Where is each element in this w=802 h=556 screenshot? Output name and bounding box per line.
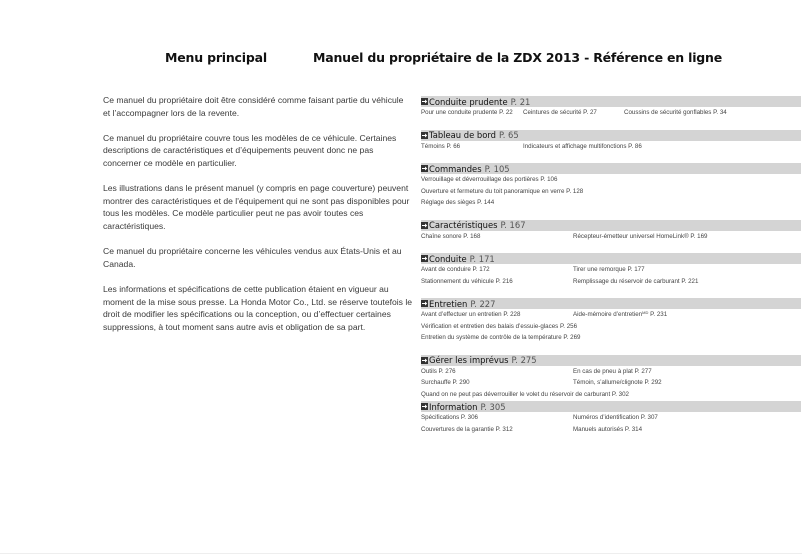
arrow-right-box-icon — [421, 165, 428, 172]
toc-row — [421, 310, 801, 322]
toc-section — [421, 130, 801, 164]
section-page-ref: P. 305 — [480, 401, 506, 412]
intro-text — [103, 94, 413, 346]
toc-subitem-link[interactable]: Avant d’effectuer un entretien P. 228 — [421, 311, 521, 318]
toc-section-link[interactable] — [421, 355, 801, 366]
toc-subitem-link[interactable]: Chaîne sonore P. 168 — [421, 232, 481, 240]
toc-subitem-link[interactable]: Stationnement du véhicule P. 216 — [421, 277, 513, 285]
toc-row — [421, 198, 801, 210]
section-title: Conduite — [429, 253, 467, 264]
section-spacer — [421, 153, 801, 163]
toc-row — [421, 142, 801, 154]
intro-paragraph: Les illustrations dans le présent manuel (y compris en page couverture) peuvent montrer des caractéristiques et de l'équipement qui ne sont pas disponibles pour tous les modèles. Ce modèle particulier peut ne pas avoir toutes ces caractéristiques. — [103, 183, 410, 231]
toc-row — [421, 425, 801, 437]
toc-subitem-link[interactable]: Coussins de sécurité gonflables P. 34 — [624, 109, 727, 116]
arrow-right-box-icon — [421, 222, 428, 229]
arrow-right-box-icon — [421, 98, 428, 105]
toc-subitems — [421, 231, 801, 244]
section-title: Entretien — [429, 298, 468, 309]
section-title: Information — [429, 401, 478, 412]
section-spacer — [421, 243, 801, 253]
toc-subitem-link[interactable]: Témoin, s’allume/clignote P. 292 — [573, 379, 662, 386]
toc-subitem-link[interactable]: Ouverture et fermeture du toit panoramique en verre P. 128 — [421, 187, 584, 195]
toc-row — [421, 187, 801, 199]
section-title: Conduite prudente — [429, 96, 508, 107]
toc-subitem-link[interactable]: Ceintures de sécurité P. 27 — [523, 109, 597, 116]
intro-paragraph: Ce manuel du propriétaire concerne les véhicules vendus aux États-Unis et au Canada. — [103, 246, 402, 269]
toc-subitems — [421, 141, 801, 154]
arrow-right-box-icon — [421, 255, 428, 262]
toc-section — [421, 163, 801, 220]
toc-subitems — [421, 174, 801, 210]
toc-subitem-link[interactable]: Réglage des sièges P. 144 — [421, 199, 495, 206]
toc-row — [421, 367, 801, 379]
intro-paragraph: Ce manuel du propriétaire couvre tous les modèles de ce véhicule. Certaines descriptions de caractéristiques et d’équipements peuvent donc ne pas concerner ce modèle en particulier. — [103, 132, 397, 168]
page-title: Manuel du propriétaire de la ZDX 2013 - Référence en ligne — [313, 50, 723, 65]
section-title: Commandes — [429, 163, 482, 174]
toc-row — [421, 175, 801, 187]
toc-row — [421, 333, 801, 345]
toc-section — [421, 298, 801, 355]
toc-row — [421, 413, 801, 425]
toc-subitem-link[interactable]: Manuels autorisés P. 314 — [573, 425, 643, 433]
toc-subitem-link[interactable]: Vérification et entretien des balais d’essuie-glaces P. 256 — [421, 322, 578, 330]
toc-row — [421, 322, 801, 334]
toc-subitem-link[interactable]: Tirer une remorque P. 177 — [573, 266, 645, 273]
toc-section — [421, 96, 801, 130]
subitem-page-ref: P. 231 — [648, 311, 668, 318]
page-bottom-divider — [0, 553, 802, 554]
section-page-ref: P. 227 — [470, 298, 496, 309]
section-title: Tableau de bord — [429, 130, 496, 140]
toc-subitem-link[interactable] — [573, 311, 667, 318]
toc-subitems — [421, 412, 801, 436]
toc-row — [421, 232, 801, 244]
section-title: Gérer les imprévus — [429, 355, 509, 365]
section-spacer — [421, 120, 801, 130]
toc-subitem-link[interactable]: Couvertures de la garantie P. 312 — [421, 425, 513, 433]
toc-subitems — [421, 107, 801, 120]
toc-subitem-link[interactable]: Indicateurs et affichage multifonctions P. 86 — [523, 142, 642, 150]
section-page-ref: P. 275 — [511, 355, 537, 365]
toc-section-link[interactable] — [421, 130, 801, 141]
section-page-ref: P. 105 — [484, 163, 510, 174]
toc-subitems — [421, 264, 801, 288]
table-of-contents — [421, 96, 801, 436]
section-page-ref: P. 171 — [469, 253, 495, 264]
toc-row — [421, 277, 801, 289]
toc-section-link[interactable] — [421, 96, 801, 107]
toc-section — [421, 220, 801, 254]
intro-paragraph: Les informations et spécifications de cette publication étaient en vigueur au moment de la mise sous presse. La Honda Motor Co., Ltd. se réserve toutefois le droit de modifier les spécifications ou la conception, ou d’effectuer certaines suppressions, à tout moment sans autre avis et obligation de sa part. — [103, 283, 413, 332]
toc-section-link[interactable] — [421, 298, 801, 309]
arrow-right-box-icon — [421, 300, 428, 307]
toc-row — [421, 265, 801, 277]
toc-section — [421, 253, 801, 298]
intro-paragraph: Ce manuel du propriétaire doit être considéré comme faisant partie du véhicule et l’accompagner lors de la revente. — [103, 95, 404, 118]
arrow-right-box-icon — [421, 132, 428, 139]
toc-subitem-link[interactable]: Surchauffe P. 290 — [421, 379, 470, 386]
toc-subitems — [421, 366, 801, 402]
toc-subitem-link[interactable]: Pour une conduite prudente P. 22 — [421, 109, 513, 116]
toc-subitem-link[interactable]: Remplissage du réservoir de carburant P. 221 — [573, 277, 699, 285]
section-page-ref: P. 65 — [498, 130, 519, 140]
toc-section — [421, 355, 801, 402]
toc-subitem-link[interactable]: Entretien du système de contrôle de la température P. 269 — [421, 334, 581, 341]
toc-subitem-link[interactable]: En cas de pneu à plat P. 277 — [573, 367, 652, 375]
toc-subitem-link[interactable]: Outils P. 276 — [421, 367, 456, 375]
toc-subitem-link[interactable]: Verrouillage et déverrouillage des portières P. 106 — [421, 176, 558, 183]
toc-subitem-link[interactable]: Récepteur-émetteur universel HomeLink® P. 169 — [573, 232, 708, 240]
arrow-right-box-icon — [421, 357, 428, 364]
section-spacer — [421, 345, 801, 355]
toc-row — [421, 378, 801, 390]
toc-section — [421, 401, 801, 436]
section-page-ref: P. 21 — [510, 96, 531, 107]
toc-subitems — [421, 309, 801, 345]
main-menu-link[interactable]: Menu principal — [165, 50, 267, 65]
section-page-ref: P. 167 — [500, 220, 526, 230]
toc-section-link[interactable] — [421, 220, 801, 231]
section-title: Caractéristiques — [429, 220, 498, 230]
trademark-mark: MD — [642, 310, 649, 315]
section-spacer — [421, 210, 801, 220]
subitem-label: Aide-mémoire d’entretien — [573, 311, 643, 318]
toc-row — [421, 390, 801, 402]
toc-subitem-link[interactable]: Quand on ne peut pas déverrouiller le volet du réservoir de carburant P. 302 — [421, 390, 629, 398]
top-navigation — [0, 50, 802, 70]
toc-section-link[interactable] — [421, 163, 801, 174]
section-spacer — [421, 288, 801, 298]
toc-subitem-link[interactable]: Numéros d’identification P. 307 — [573, 414, 658, 421]
toc-section-link[interactable] — [421, 401, 801, 412]
toc-section-link[interactable] — [421, 253, 801, 264]
toc-subitem-link[interactable]: Spécifications P. 306 — [421, 414, 478, 421]
arrow-right-box-icon — [421, 403, 428, 410]
toc-row — [421, 108, 801, 120]
toc-subitem-link[interactable]: Avant de conduire P. 172 — [421, 266, 490, 273]
toc-subitem-link[interactable]: Témoins P. 66 — [421, 142, 461, 150]
